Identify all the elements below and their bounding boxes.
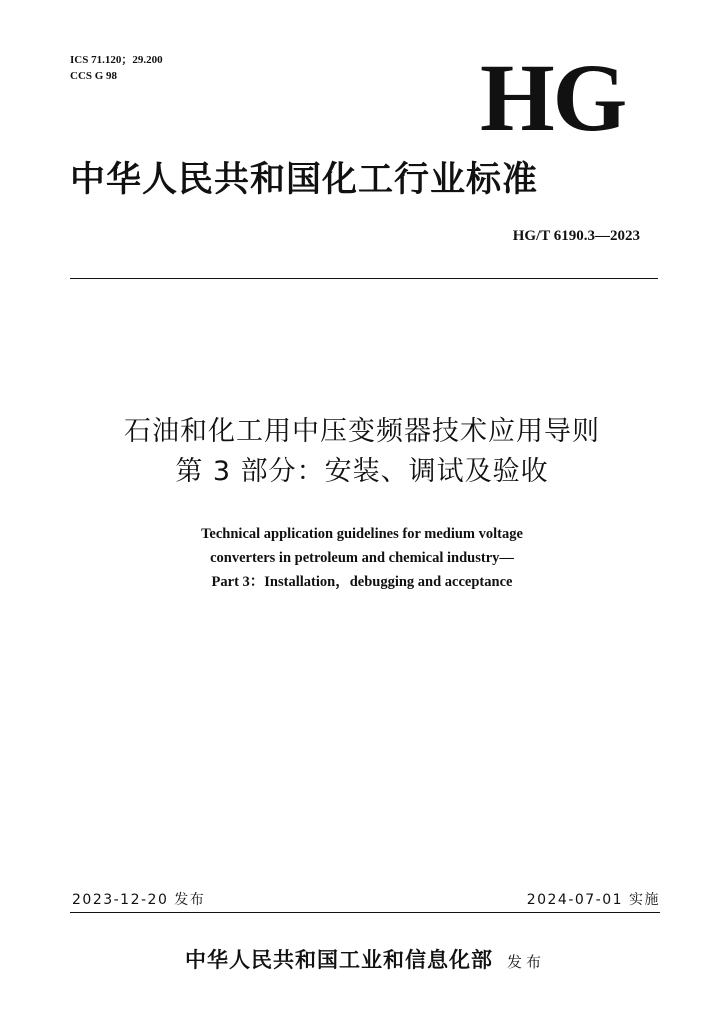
date-row xyxy=(70,890,660,910)
ccs-code: CCS G 98 xyxy=(70,70,118,82)
chinese-title xyxy=(40,412,684,492)
issue-action: 发布 xyxy=(506,953,545,971)
english-title xyxy=(60,522,664,594)
ics-code: ICS 71.120；29.200 xyxy=(70,54,163,66)
implementation-date: 2024-07-01 实施 xyxy=(526,892,660,908)
classification-codes xyxy=(70,52,163,84)
english-title-line-3: Part 3：Installation，debugging and acceptance xyxy=(211,574,513,590)
issuing-organization: 中华人民共和国工业和信息化部 xyxy=(184,947,493,972)
hg-logo: HG xyxy=(480,44,626,151)
footer-divider xyxy=(70,912,660,913)
header-divider xyxy=(70,278,658,279)
chinese-title-line-1: 石油和化工用中压变频器技术应用导则 xyxy=(124,416,600,447)
issuer-line xyxy=(70,944,660,978)
standard-category: 中华人民共和国化工行业标准 xyxy=(70,159,539,200)
standard-number: HG/T 6190.3—2023 xyxy=(512,228,640,244)
english-title-line-2: converters in petroleum and chemical industry— xyxy=(210,550,514,566)
english-title-line-1: Technical application guidelines for medium voltage xyxy=(201,526,523,542)
chinese-title-line-2: 第 3 部分：安装、调试及验收 xyxy=(175,456,549,487)
issue-date: 2023-12-20 发布 xyxy=(72,892,206,908)
